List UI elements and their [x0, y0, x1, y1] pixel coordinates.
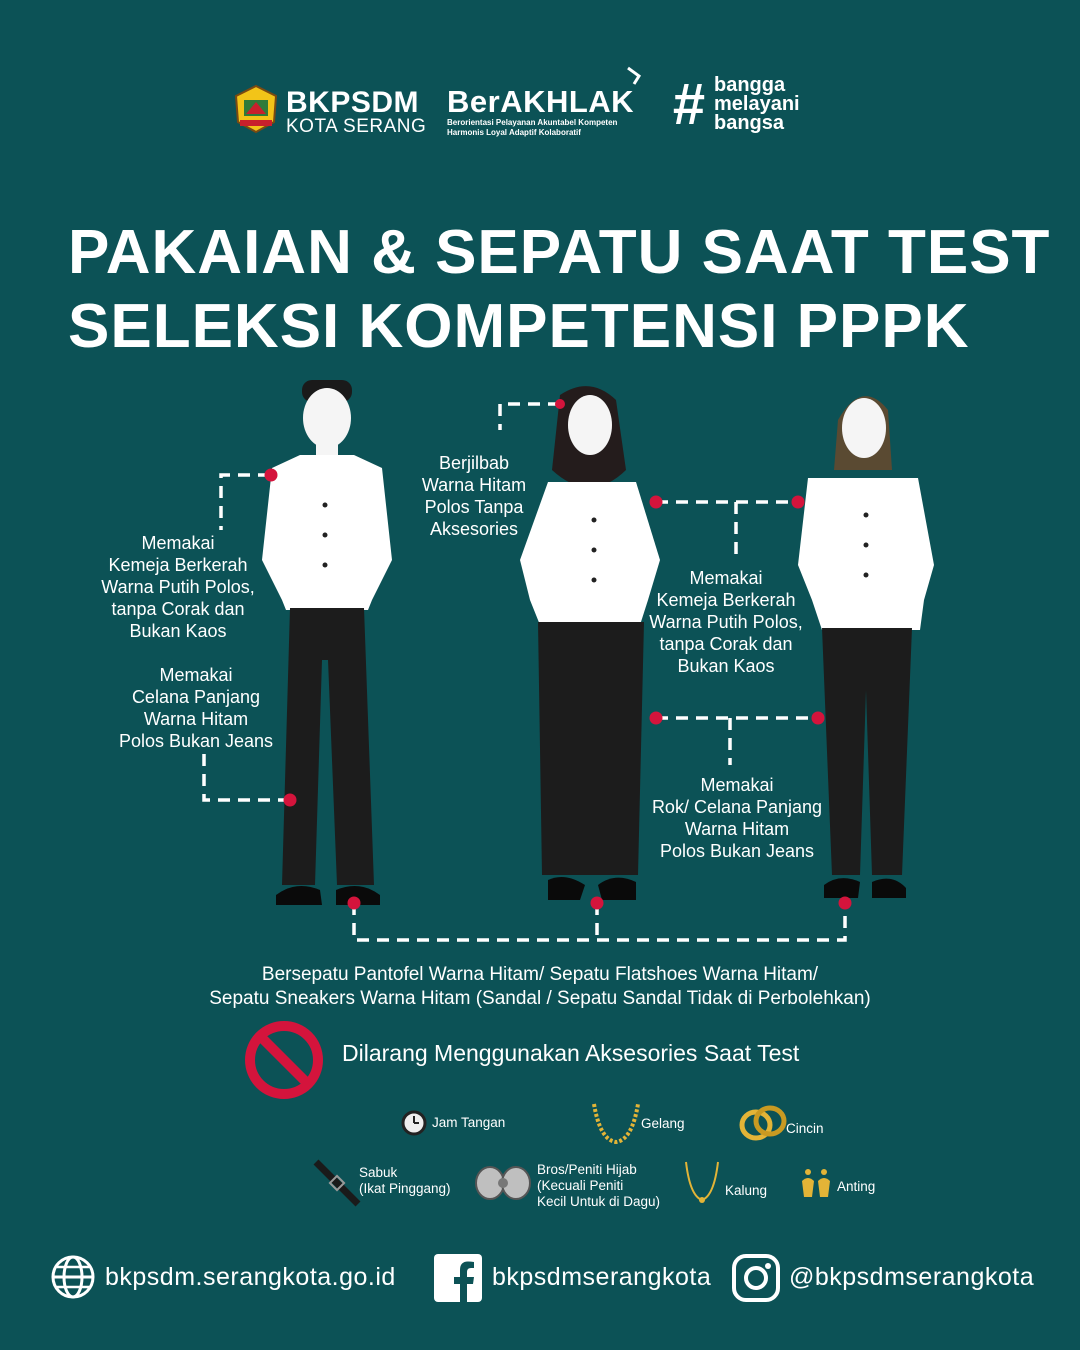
footer-facebook-link[interactable]: bkpsdmserangkota [492, 1263, 712, 1291]
earring-icon [800, 1167, 832, 1201]
accessory-belt-label: Sabuk (Ikat Pinggang) [359, 1165, 451, 1196]
prohibition-text: Dilarang Menggunakan Aksesories Saat Test [342, 1040, 800, 1066]
belt-icon [312, 1158, 362, 1208]
bracelet-icon [590, 1100, 642, 1146]
hashtag-icon: # [672, 72, 705, 137]
note-male-pants: Memakai Celana Panjang Warna Hitam Polos Bukan Jeans [118, 665, 274, 751]
note-male-shirt: Memakai Kemeja Berkerah Warna Putih Polos, tanpa Corak dan Bukan Kaos [101, 533, 255, 641]
footer-instagram-link[interactable]: @bkpsdmserangkota [789, 1263, 1035, 1291]
male-figure [262, 380, 392, 905]
accessory-watch-label: Jam Tangan [432, 1115, 506, 1130]
accessory-brooch-label: Bros/Peniti Hijab (Kecuali Peniti Kecil Untuk di Dagu) [537, 1162, 661, 1209]
berakhlak-tagline-1: Berorientasi Pelayanan Akuntabel Kompeten [447, 118, 618, 127]
shoes-rule-line-2: Sepatu Sneakers Warna Hitam (Sandal / Sepatu Sandal Tidak di Perbolehkan) [209, 988, 871, 1009]
necklace-icon [682, 1160, 722, 1206]
brooch-icon [474, 1163, 532, 1203]
accessory-necklace-label: Kalung [725, 1183, 768, 1198]
org-name: BKPSDM [286, 86, 420, 119]
facebook-icon [434, 1254, 482, 1302]
berakhlak-logo: BerAKHLAK [447, 84, 635, 119]
instagram-icon [732, 1254, 780, 1302]
page-title-line-2: SELEKSI KOMPETENSI PPPK [68, 292, 970, 361]
note-female-shirt: Memakai Kemeja Berkerah Warna Putih Polos, tanpa Corak dan Bukan Kaos [649, 568, 803, 676]
hashtag-line-3: bangsa [714, 112, 785, 134]
accessory-ring-label: Cincin [786, 1121, 824, 1136]
accessory-earring-label: Anting [837, 1179, 876, 1194]
no-entry-icon [243, 1019, 325, 1101]
shoes-rule-line-1: Bersepatu Pantofel Warna Hitam/ Sepatu Flatshoes Warna Hitam/ [261, 964, 819, 985]
note-female-bottom: Memakai Rok/ Celana Panjang Warna Hitam Polos Bukan Jeans [651, 775, 823, 861]
org-city: KOTA SERANG [286, 116, 427, 137]
footer-website-link[interactable]: bkpsdm.serangkota.go.id [105, 1263, 396, 1291]
watch-icon [400, 1108, 428, 1138]
note-hijab: Berjilbab Warna Hitam Polos Tanpa Aksesories [421, 453, 527, 539]
accessory-bracelet-label: Gelang [641, 1116, 685, 1131]
globe-icon [50, 1254, 96, 1300]
hashtag-line-1: bangga [714, 74, 786, 96]
ring-icon [738, 1103, 788, 1143]
page-title-line-1: PAKAIAN & SEPATU SAAT TEST [68, 218, 1051, 287]
berakhlak-tagline-2: Harmonis Loyal Adaptif Kolaboratif [447, 128, 581, 137]
hashtag-line-2: melayani [714, 93, 800, 115]
